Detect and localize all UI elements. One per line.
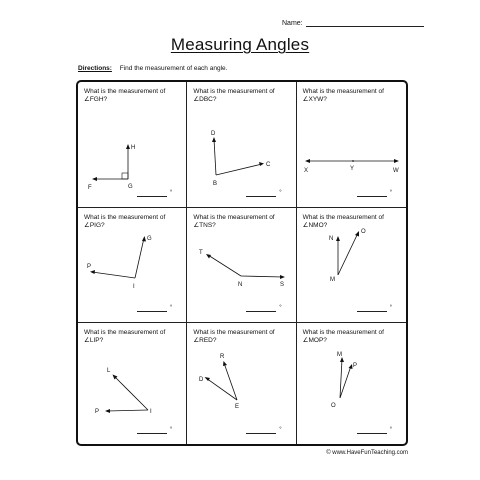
answer-field[interactable]: ° xyxy=(357,310,392,312)
point-label: M xyxy=(336,352,342,358)
problem-2 xyxy=(187,82,296,208)
question-text: What is the measurement of ∠DBC? xyxy=(193,88,275,103)
question-text: What is the measurement of ∠TNS? xyxy=(193,214,275,229)
point-label: B xyxy=(213,181,218,187)
point-label: O xyxy=(360,229,366,235)
problem-5 xyxy=(187,208,296,323)
problem-4 xyxy=(78,208,187,323)
question-text: What is the measurement of ∠LIP? xyxy=(84,329,166,344)
point-label: O xyxy=(330,403,336,409)
page-title: Measuring Angles xyxy=(170,35,310,54)
problem-9 xyxy=(297,323,406,444)
answer-field[interactable]: ° xyxy=(137,432,172,434)
directions xyxy=(78,65,227,72)
question-text: What is the measurement of ∠XYW? xyxy=(302,88,384,103)
question-text: What is the measurement of ∠FGH? xyxy=(84,88,166,103)
point-label: I xyxy=(133,284,135,290)
point-label: R xyxy=(220,354,225,360)
point-label: P xyxy=(95,409,100,415)
problem-1 xyxy=(78,82,187,208)
point-label: N xyxy=(328,236,333,242)
point-label: G xyxy=(128,184,133,190)
directions-label: Directions: xyxy=(78,65,112,72)
point-label: L xyxy=(107,368,111,374)
point-label: T xyxy=(199,250,203,256)
point-label: D xyxy=(211,131,216,137)
point-label: Y xyxy=(349,166,354,172)
problem-7 xyxy=(78,323,187,444)
question-text: What is the measurement of ∠PIG? xyxy=(84,214,166,229)
point-label: P xyxy=(87,264,92,270)
point-label: H xyxy=(131,145,136,151)
problem-3 xyxy=(297,82,406,208)
point-label: N xyxy=(238,282,243,288)
point-label: X xyxy=(303,168,308,174)
point-label: I xyxy=(150,409,152,415)
point-label: C xyxy=(266,162,271,168)
name-field xyxy=(282,18,424,27)
point-label: F xyxy=(88,185,92,191)
footer-copyright: © www.HaveFunTeaching.com xyxy=(326,450,408,456)
answer-field[interactable]: ° xyxy=(137,195,172,197)
answer-field[interactable]: ° xyxy=(246,195,281,197)
name-blank[interactable] xyxy=(306,18,424,27)
problem-grid xyxy=(76,80,408,446)
problem-6 xyxy=(297,208,406,323)
point-label: M xyxy=(329,277,335,283)
question-text: What is the measurement of ∠RED? xyxy=(193,329,275,344)
point-label: G xyxy=(147,236,152,242)
answer-field[interactable]: ° xyxy=(137,310,172,312)
answer-field[interactable]: ° xyxy=(357,432,392,434)
directions-text: Find the measurement of each angle. xyxy=(119,65,228,72)
point-label: S xyxy=(280,282,285,288)
answer-field[interactable]: ° xyxy=(246,432,281,434)
answer-field[interactable]: ° xyxy=(357,195,392,197)
point-label: D xyxy=(199,377,204,383)
answer-field[interactable]: ° xyxy=(246,310,281,312)
point-label: P xyxy=(352,363,357,369)
question-text: What is the measurement of ∠NMO? xyxy=(302,214,384,229)
question-text: What is the measurement of ∠MOP? xyxy=(302,329,384,344)
problem-8 xyxy=(187,323,296,444)
point-label: E xyxy=(235,404,240,410)
point-label: W xyxy=(392,168,399,174)
name-label: Name: xyxy=(282,20,303,27)
